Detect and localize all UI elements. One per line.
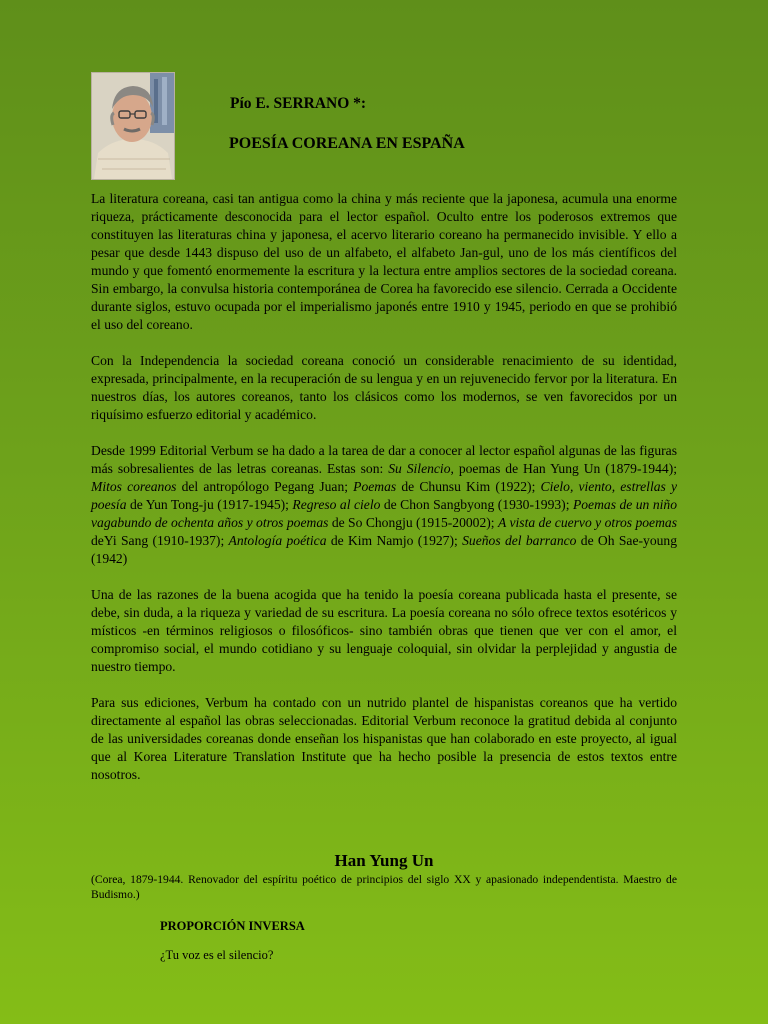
text: Desde 1999 Editorial Verbum se ha dado a la tarea de dar a conocer al lector español algunas de las figuras más sobresalientes de las letras coreanas. Estas son: bbox=[91, 443, 677, 476]
author-name: Pío E. SERRANO *: bbox=[230, 95, 367, 112]
author-photo bbox=[91, 72, 175, 180]
book-title: Poemas de un niño vagabundo de ochenta años y otros poemas bbox=[91, 497, 677, 530]
poem-title: PROPORCIÓN INVERSA bbox=[160, 919, 305, 933]
paragraph: Con la Independencia la sociedad coreana conoció un considerable renacimiento de su identidad, expresada, principalmente, en la recuperación de su lengua y en un rejuvenecido fervor por la literatura. En nuestros días, los autores coreanos, tanto los clásicos como los modernos, se ven favorecidos por un riquísimo esfuerzo editorial y académico. bbox=[91, 353, 677, 422]
text: de So Chongju (1915-20002); bbox=[328, 515, 498, 530]
text: , poemas de Han Yung Un (1879-1944); bbox=[450, 461, 677, 476]
text: deYi Sang (1910-1937); bbox=[91, 533, 229, 548]
text: de Oh Sae-young (1942) bbox=[91, 533, 678, 566]
text: de Chon Sangbyong (1930-1993); bbox=[380, 497, 573, 512]
article-title: POESÍA COREANA EN ESPAÑA bbox=[229, 135, 465, 152]
poet-note: (Corea, 1879-1944. Renovador del espíritu poético de principios del siglo XX y apasionado independentista. Maestro de Budismo.) bbox=[91, 873, 677, 901]
book-title: Sueños del barranco bbox=[462, 533, 577, 548]
text: de Chunsu Kim (1922); bbox=[396, 479, 541, 494]
paragraph: La literatura coreana, casi tan antigua como la china y más reciente que la japonesa, acumula una enorme riqueza, prácticamente desconocida para el lector español. Oculto entre los poderosos extremos que constituyen las literaturas china y japonesa, el acervo literario coreano ha permanecido invisible. Y ello a pesar que desde 1443 dispuso del uso de un alfabeto, el alfabeto Jan-gul, uno de los más científicos del mundo y que fomentó enormemente la escritura y la lectura entre amplios sectores de la sociedad coreana. Sin embargo, la convulsa historia contemporánea de Corea ha favorecido ese silencio. Cerrada a Occidente durante siglos, estuvo ocupada por el imperialismo japonés entre 1910 y 1945, periodo en que se prohibió el uso del coreano. bbox=[91, 191, 677, 332]
poem-first-line: ¿Tu voz es el silencio? bbox=[160, 948, 274, 962]
book-title: Regreso al cielo bbox=[292, 497, 381, 512]
text: del antropólogo Pegang Juan; bbox=[176, 479, 354, 494]
text: de Yun Tong-ju (1917-1945); bbox=[126, 497, 293, 512]
book-title: Su Silencio bbox=[388, 461, 451, 476]
book-title: Poemas bbox=[353, 479, 397, 494]
book-title: Cielo, viento, estrellas y poesía bbox=[91, 479, 677, 512]
paragraph-publications bbox=[91, 442, 677, 568]
poet-name: Han Yung Un bbox=[334, 851, 434, 870]
book-title: Mitos coreanos bbox=[91, 479, 177, 494]
author-portrait-image bbox=[92, 73, 174, 179]
text: de Kim Namjo (1927); bbox=[326, 533, 463, 548]
article-body bbox=[91, 190, 677, 802]
paragraph: Para sus ediciones, Verbum ha contado con un nutrido plantel de hispanistas coreanos que ha vertido directamente al español las obras seleccionadas. Editorial Verbum reconoce la gratitud debida al conjunto de las universidades coreanas donde enseñan los hispanistas que han colaborado en este proyecto, al igual que al Korea Literature Translation Institute que ha hecho posible la presencia de estos textos entre nosotros. bbox=[91, 695, 677, 782]
book-title: Antología poética bbox=[228, 533, 327, 548]
book-title: A vista de cuervo y otros poemas bbox=[498, 515, 677, 530]
paragraph: Una de las razones de la buena acogida que ha tenido la poesía coreana publicada hasta el presente, se debe, sin duda, a la riqueza y variedad de su escritura. La poesía coreana no sólo ofrece textos esotéricos y místicos -en términos religiosos o filosóficos- sino también obras que tienen que ver con el amor, el compromiso social, el mundo cotidiano y su lenguaje coloquial, sin olvidar la perplejidad y angustia de nuestro tiempo. bbox=[91, 587, 677, 674]
